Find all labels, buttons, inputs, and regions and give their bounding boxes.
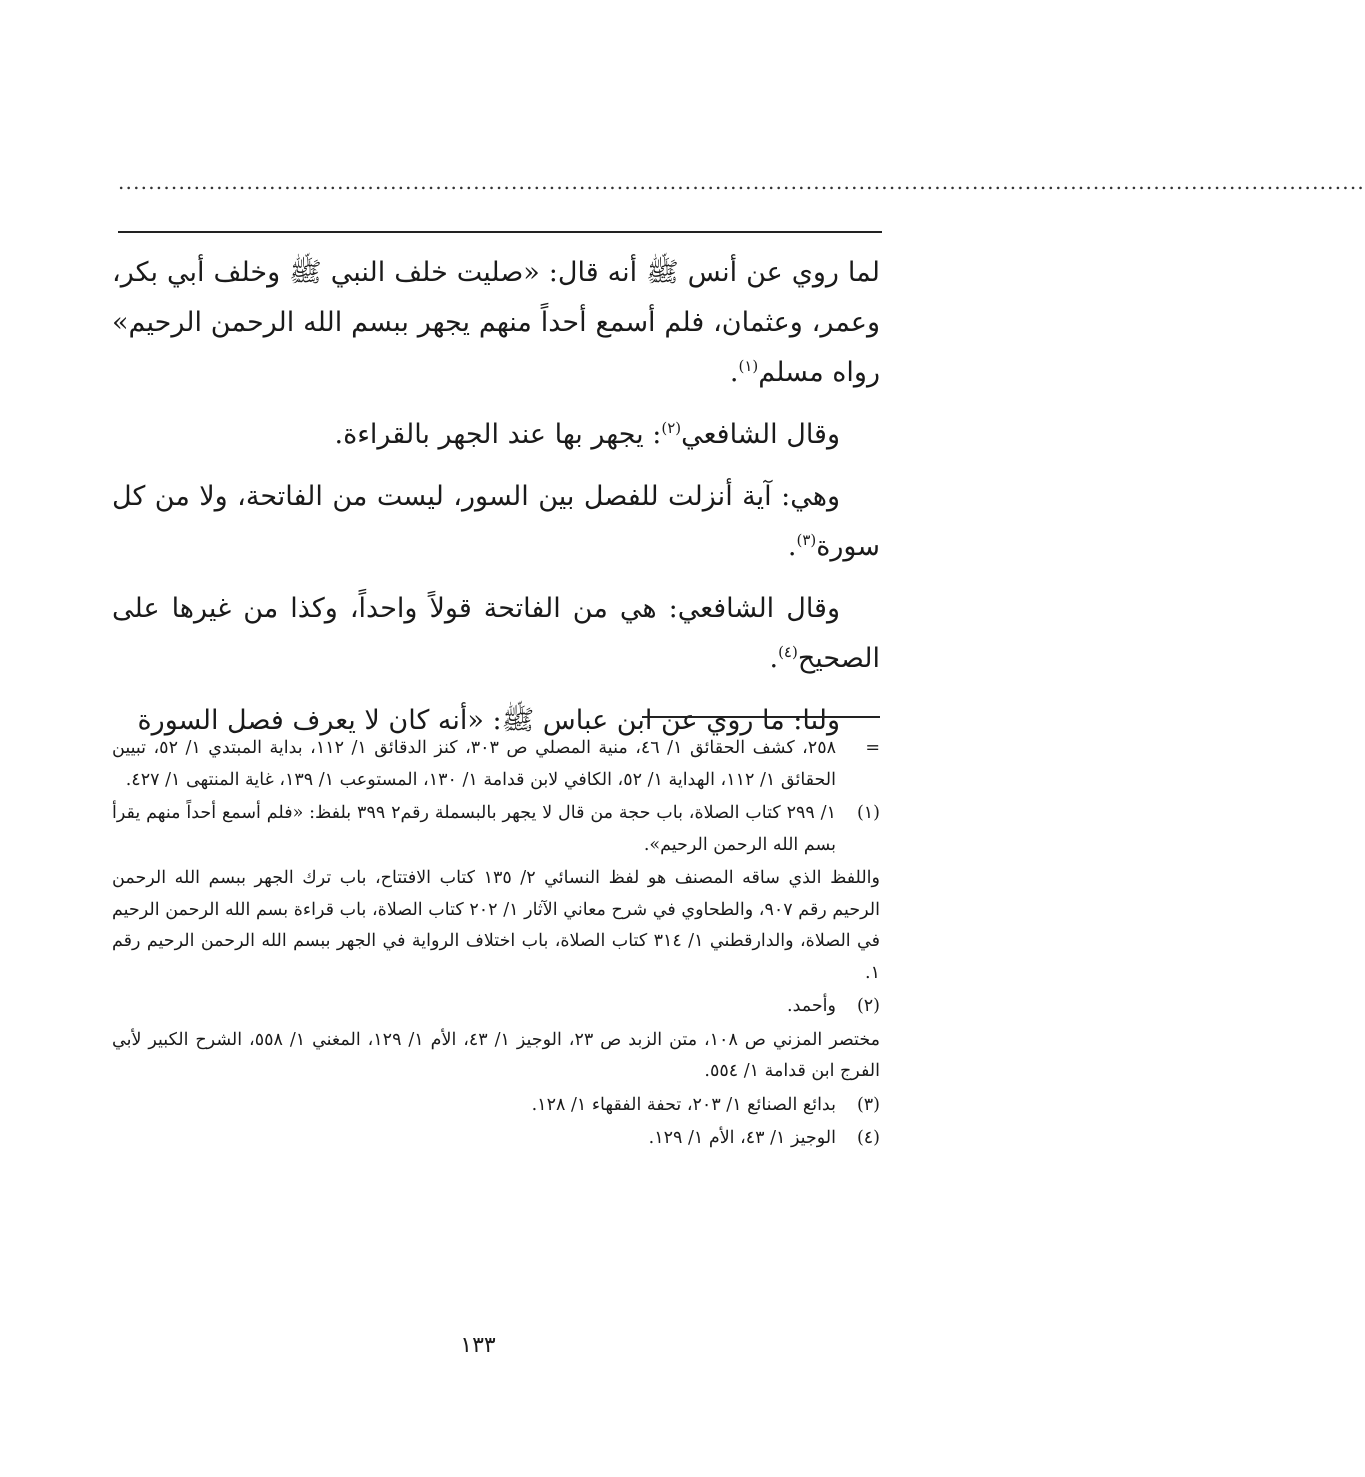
footnote-2 (112, 991, 880, 1023)
footnote-1 (112, 798, 880, 861)
footnote-1-continued: واللفظ الذي ساقه المصنف هو لفظ النسائي ٢/ ١٣٥ كتاب الافتتاح، باب ترك الجهر ببسم الله الرحمن الرحيم رقم ٩٠٧، والطحاوي في شرح معاني الآثار ١/ ٢٠٢ كتاب الصلاة، باب قراءة بسم الله الرحمن الرحيم في الصلاة، والدارقطني ١/ ٣١٤ كتاب الصلاة، باب اختلاف الرواية في الجهر ببسم الله الرحمن الرحيم رقم ١. (112, 868, 880, 983)
paragraph-1-text: لما روي عن أنس ﷺ أنه قال: «صليت خلف النبي ﷺ وخلف أبي بكر، وعمر، وعثمان، فلم أسمع أحداً منهم يجهر ببسم الله الرحمن الرحيم» رواه مسلم (112, 257, 880, 388)
footnote-ref-4[interactable]: (٤) (778, 643, 798, 661)
footnote-continuation-text: ٢٥٨، كشف الحقائق ١/ ٤٦، منية المصلي ص ٣٠٣، كنز الدقائق ١/ ١١٢، بداية المبتدي ١/ ٥٢، تبيين الحقائق ١/ ١١٢، الهداية ١/ ٥٢، الكافي لابن قدامة ١/ ١٣٠، المستوعب ١/ ١٣٩، غاية المنتهى ١/ ٤٢٧. (112, 738, 836, 790)
paragraph-4-text: وقال الشافعي: هي من الفاتحة قولاً واحداً، وكذا من غيرها على الصحيح (112, 593, 880, 674)
footnote-4-number: (٤) (856, 1128, 880, 1148)
footnote-4 (112, 1123, 880, 1155)
footnote-3 (112, 1090, 880, 1122)
paragraph-5-text: ولنا: ما روي عن ابن عباس ﷺ: «أنه كان لا يعرف فصل السورة (137, 705, 840, 736)
footnote-2-number: (٢) (856, 996, 880, 1016)
dotted-separator: ..................................................................................................................................................................... (118, 170, 1365, 194)
footnote-continuation (112, 733, 880, 796)
paragraph-3-text: وهي: آية أنزلت للفصل بين السور، ليست من الفاتحة، ولا من كل سورة (112, 481, 880, 562)
footnote-rule (642, 716, 880, 718)
continuation-marker: = (865, 738, 880, 758)
paragraph-2-text: وقال الشافعي (681, 419, 840, 450)
page-number: ١٣٣ (460, 1333, 496, 1358)
footnote-3-number: (٣) (856, 1094, 880, 1115)
footnote-2-text: وأحمد. (787, 996, 836, 1016)
paragraph-4-end: . (769, 643, 779, 674)
footnote-1-number: (١) (856, 803, 880, 823)
footnote-3-text: بدائع الصنائع ١/ ٢٠٣، تحفة الفقهاء ١/ ١٢٨. (531, 1094, 836, 1115)
footnotes (112, 733, 880, 1157)
main-text (112, 248, 880, 758)
paragraph-1-end: . (729, 357, 739, 388)
paragraph-4 (112, 584, 880, 684)
paragraph-2 (112, 410, 880, 460)
paragraph-1 (112, 248, 880, 398)
header-rule (118, 231, 882, 233)
paragraph-3-end: . (787, 531, 797, 562)
footnote-2-continued: مختصر المزني ص ١٠٨، متن الزبد ص ٢٣، الوجيز ١/ ٤٣، الأم ١/ ١٢٩، المغني ١/ ٥٥٨، الشرح الكبير لأبي الفرج ابن قدامة ١/ ٥٥٤. (112, 1029, 880, 1081)
footnote-ref-1[interactable]: (١) (738, 357, 759, 375)
footnote-1-text: ١/ ٢٩٩ كتاب الصلاة، باب حجة من قال لا يجهر بالبسملة رقم٢ ٣٩٩ بلفظ: «فلم أسمع أحداً منهم يقرأ بسم الله الرحمن الرحيم». (112, 803, 836, 855)
footnote-ref-3[interactable]: (٣) (796, 531, 817, 549)
paragraph-2-rest: : يجهر بها عند الجهر بالقراءة. (334, 419, 662, 450)
paragraph-3 (112, 472, 880, 572)
footnote-4-text: الوجيز ١/ ٤٣، الأم ١/ ١٢٩. (648, 1128, 836, 1148)
footnote-ref-2[interactable]: (٢) (661, 419, 682, 437)
